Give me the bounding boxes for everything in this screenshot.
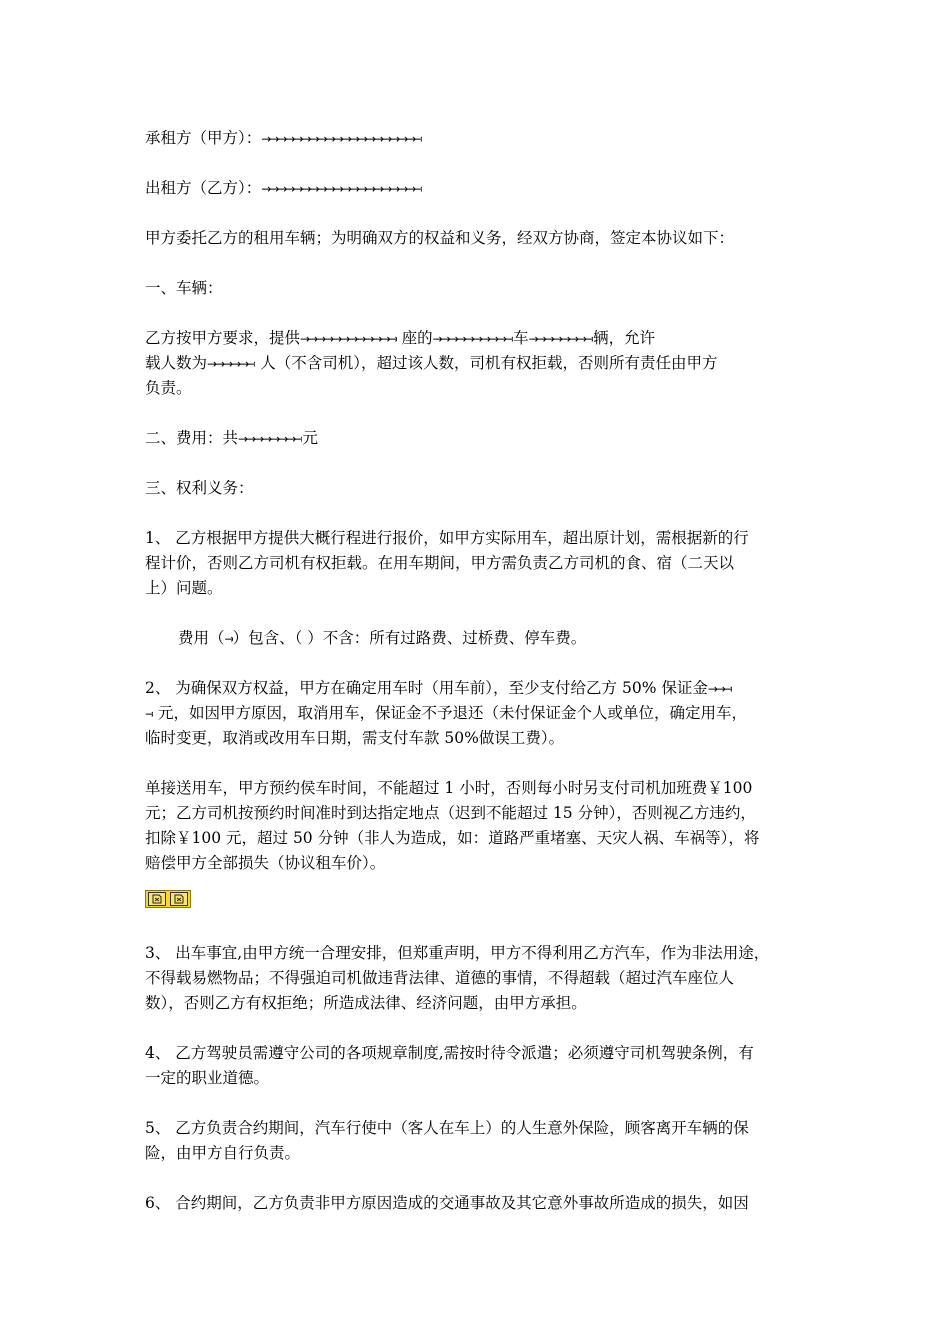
lessor-label: 出租方（乙方）： [145,179,262,197]
lessor-blank[interactable] [261,178,422,198]
fee-amount-blank[interactable] [238,428,302,448]
pickup-line-1: 单接送用车，甲方预约侯车时间，不能超过 1 小时，否则每小时另支付司机加班费￥100 [145,779,753,797]
clause-5-line-1: 5、 乙方负责合约期间，汽车行使中（客人在车上）的人生意外保险，顾客离开车辆的保 [145,1119,749,1137]
blank-arrows: →→→ [707,682,733,696]
blank-arrows: → [145,707,154,721]
vehicle-text-d: 辆，允许 [593,329,656,347]
fee-inclusion-text-b: ）包含、（ ）不含：所有过路费、过桥费、停车费。 [232,629,587,647]
fee-inclusion-line [178,628,586,648]
field-code-icon-glyph [173,894,185,904]
pickup-line-4: 赔偿甲方全部损失（协议租车价）。 [145,854,386,872]
clause-2-line-2 [145,703,747,723]
clause-3-line-2: 不得载易燃物品；不得强迫司机做违背法律、道德的事情，不得超载（超过汽车座位人 [145,969,735,987]
vehicle-line-2 [145,353,718,373]
blank-arrows: →→→→→→→→→→→→→→→→→→→→ [261,182,423,196]
vehicle-text-f: 人（不含司机），超过该人数，司机有权拒载，否则所有责任由甲方 [255,354,718,372]
vehicle-line-1 [145,328,655,348]
vehicle-text-c: 车 [513,329,529,347]
fee-inclusion-text-a: 费用（ [178,629,225,647]
blank-arrows: →→→→→→ [207,357,256,371]
clause-1-line-3: 上）问题。 [145,579,223,597]
field-code-icon[interactable] [170,892,188,906]
fee-text-a: 二、费用：共 [145,429,239,447]
clause-4-line-2: 一定的职业道德。 [145,1069,270,1087]
clause-3-line-3: 数），否则乙方有权拒绝；所造成法律、经济问题，由甲方承担。 [145,994,587,1012]
lessee-line [145,128,422,148]
lessee-blank[interactable] [261,128,422,148]
seats-blank[interactable] [300,328,397,348]
clause-6-line-1: 6、 合约期间，乙方负责非甲方原因造成的交通事故及其它意外事故所造成的损失，如因 [145,1194,749,1212]
lessor-line [145,178,422,198]
lessee-label: 承租方（甲方）： [145,129,262,147]
blank-arrows: →→→→→→→→ [238,432,303,446]
fee-text-b: 元 [302,429,318,447]
deposit-blank[interactable] [708,678,732,698]
passenger-count-blank[interactable] [207,353,255,373]
fee-included-checkbox[interactable] [225,628,233,648]
blank-arrows: → [224,632,233,646]
intro-paragraph: 甲方委托乙方的租用车辆；为明确双方的权益和义务，经双方协商，签定本协议如下： [145,229,735,247]
clause-5-line-2: 险，由甲方自行负责。 [145,1144,301,1162]
clause-1-line-1: 1、 乙方根据甲方提供大概行程进行报价，如甲方实际用车，超出原计划，需根据新的行 [145,529,749,547]
blank-arrows: →→→→→→→→→→→→ [300,332,397,346]
vehicle-type-blank[interactable] [433,328,514,348]
field-code-icon-glyph [151,894,163,904]
section-rights-heading: 三、权利义务： [145,479,254,497]
clause-1-line-2: 程计价，否则乙方司机有权拒载。在用车期间，甲方需负责乙方司机的食、宿（二天以 [145,554,735,572]
vehicle-line-3: 负责。 [145,379,192,397]
section-vehicle-heading: 一、车辆： [145,279,223,297]
clause-3-line-1: 3、 出车事宜,由甲方统一合理安排，但郑重声明，甲方不得利用乙方汽车，作为非法用途， [145,944,770,962]
vehicle-text-b: 座的 [396,329,433,347]
vehicle-text-a: 乙方按甲方要求，提供 [145,329,301,347]
pickup-line-2: 元；乙方司机按预约时间准时到达指定地点（迟到不能超过 15 分钟），否则视乙方违约， [145,804,756,822]
pickup-line-3: 扣除￥100 元，超过 50 分钟（非人为造成，如：道路严重堵塞、天灾人祸、车祸等），将 [145,829,760,847]
clause-2-line-1 [145,678,732,698]
field-code-toolbar[interactable] [145,890,191,908]
vehicle-text-e: 载人数为 [145,354,208,372]
field-code-icon[interactable] [148,892,166,906]
fee-line [145,428,318,448]
deposit-blank-continued[interactable] [145,703,153,723]
vehicle-count-blank[interactable] [529,328,593,348]
blank-arrows: →→→→→→→→→→→→→→→→→→→→ [261,132,423,146]
blank-arrows: →→→→→→→→ [528,332,594,346]
clause-2-text-a: 2、 为确保双方权益，甲方在确定用车时（用车前），至少支付给乙方 50% 保证金 [145,679,708,697]
clause-2-text-b: 元，如因甲方原因，取消用车，保证金不予退还（未付保证金个人或单位，确定用车， [153,704,747,722]
blank-arrows: →→→→→→→→→→ [432,332,514,346]
clause-4-line-1: 4、 乙方驾驶员需遵守公司的各项规章制度,需按时待令派遣；必须遵守司机驾驶条例，有 [145,1044,754,1062]
clause-2-line-3: 临时变更，取消或改用车日期，需支付车款 50%做误工费）。 [145,729,565,747]
